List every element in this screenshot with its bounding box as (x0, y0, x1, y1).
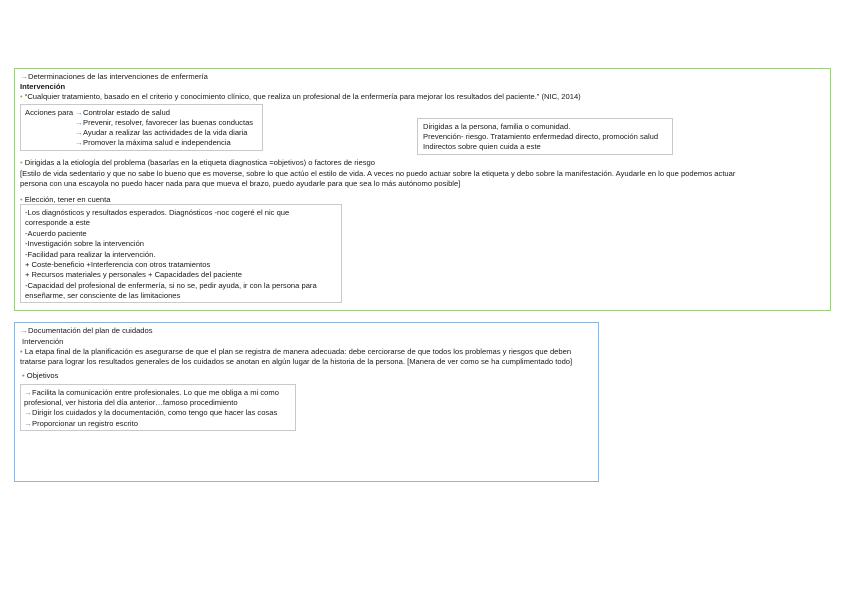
arrow-icon: → (20, 326, 28, 335)
arrow-icon: → (75, 138, 83, 147)
arrow-icon: → (20, 72, 28, 81)
eleccion-item: -Capacidad del profesional de enfermería, si no se, pedir ayuda, ir con la persona para (25, 281, 317, 290)
bullet-icon: • (20, 347, 23, 356)
bullet-icon: • (20, 158, 23, 167)
quote-row (20, 92, 581, 101)
arrow-icon: → (75, 118, 83, 127)
arrow-icon: → (24, 388, 32, 397)
right-box-line: Prevención- riesgo. Tratamiento enfermedad directo, promoción salud (423, 132, 659, 141)
bullet-icon: • (20, 195, 23, 204)
arrow-icon: → (24, 408, 32, 417)
arrow-icon: → (24, 419, 32, 428)
accion-item: →Controlar estado de salud (75, 108, 170, 117)
eleccion-item: enseñarme, ser consciente de las limitaciones (25, 291, 181, 300)
eleccion-item: corresponde a este (25, 218, 91, 227)
right-box-line: Indirectos sobre quien cuida a este (423, 142, 541, 151)
planificacion-text-2: tratarse para lograr los resultados generales de los cuidados se anotan en algún lugar de la historia de la persona. [Manera de ver como se ha cumplimentado todo] (20, 357, 573, 366)
eleccion-row (20, 195, 111, 204)
bullet-icon: • (20, 92, 23, 101)
nic-quote: “Cualquier tratamiento, basado en el criterio y conocimiento clínico, que realiza un profesional de la enfermería para mejorar los resultados del paciente.” (NIC, 2014) (24, 92, 581, 101)
eleccion-label: Elección, tener en cuenta (24, 195, 111, 204)
section2-heading-row (20, 326, 153, 335)
eleccion-item: -Acuerdo paciente (25, 229, 87, 238)
ejemplo-line: persona con una escayola no puedo hacer nada para que mueva el brazo, puedo ayudarle para que sea lo más autónomo posible] (20, 179, 461, 188)
arrow-icon: → (75, 108, 83, 117)
arrow-icon: → (75, 128, 83, 137)
section1-heading: Determinaciones de las intervenciones de enfermería (28, 72, 208, 81)
eleccion-item: -Los diagnósticos y resultados esperados. Diagnósticos -noc cogeré el nic que (25, 208, 290, 217)
objetivo-item: →Proporcionar un registro escrito (24, 419, 138, 428)
bullet-icon: • (22, 371, 25, 380)
planificacion-text: La etapa final de la planificación es asegurarse de que el plan se registra de manera adecuada: debe cerciorarse de que todos los problemas y riesgos que deben (24, 347, 572, 356)
section1-heading-row (20, 72, 208, 81)
acciones-label: Acciones para (25, 108, 74, 117)
objetivo-item: →Facilita la comunicación entre profesionales. Lo que me obliga a mi como (24, 388, 279, 397)
objetivo-item-cont: profesional, ver historia del día anterior…famoso procedimiento (24, 398, 238, 407)
section2-subheading: Intervención (22, 337, 64, 346)
etiologia-text: Dirigidas a la etiología del problema (basarlas en la etiqueta diagnostica =objetivos) o factores de riesgo (24, 158, 375, 167)
right-box-line: Dirigidas a la persona, familia o comunidad. (423, 122, 571, 131)
eleccion-item: + Recursos materiales y personales + Capacidades del paciente (25, 270, 242, 279)
section2-heading: Documentación del plan de cuidados (28, 326, 153, 335)
eleccion-item: -Investigación sobre la intervención (25, 239, 145, 248)
eleccion-item: -Facilidad para realizar la intervención. (25, 250, 156, 259)
section1-subheading: Intervención (20, 82, 66, 91)
eleccion-item: + Coste-beneficio +Interferencia con otros tratamientos (25, 260, 211, 269)
ejemplo-line: [Estilo de vida sedentario y que no sabe lo bueno que es moverse, sobre lo que actúo el estilo de vida. A veces no puedo actuar sobre la etiqueta y debo sobre la manifestación. Ayudarle en lo que podemos actuar (20, 169, 736, 178)
objetivos-label: Objetivos (26, 371, 59, 380)
planificacion-row (20, 347, 571, 356)
accion-item: →Promover la máxima salud e independencia (75, 138, 231, 147)
objetivo-item: →Dirigir los cuidados y la documentación, como tengo que hacer las cosas (24, 408, 278, 417)
accion-item: →Ayudar a realizar las actividades de la vida diaria (75, 128, 248, 137)
etiologia-row (20, 158, 375, 167)
accion-item: →Prevenir, resolver, favorecer las buenas conductas (75, 118, 254, 127)
objetivos-row (22, 371, 58, 380)
